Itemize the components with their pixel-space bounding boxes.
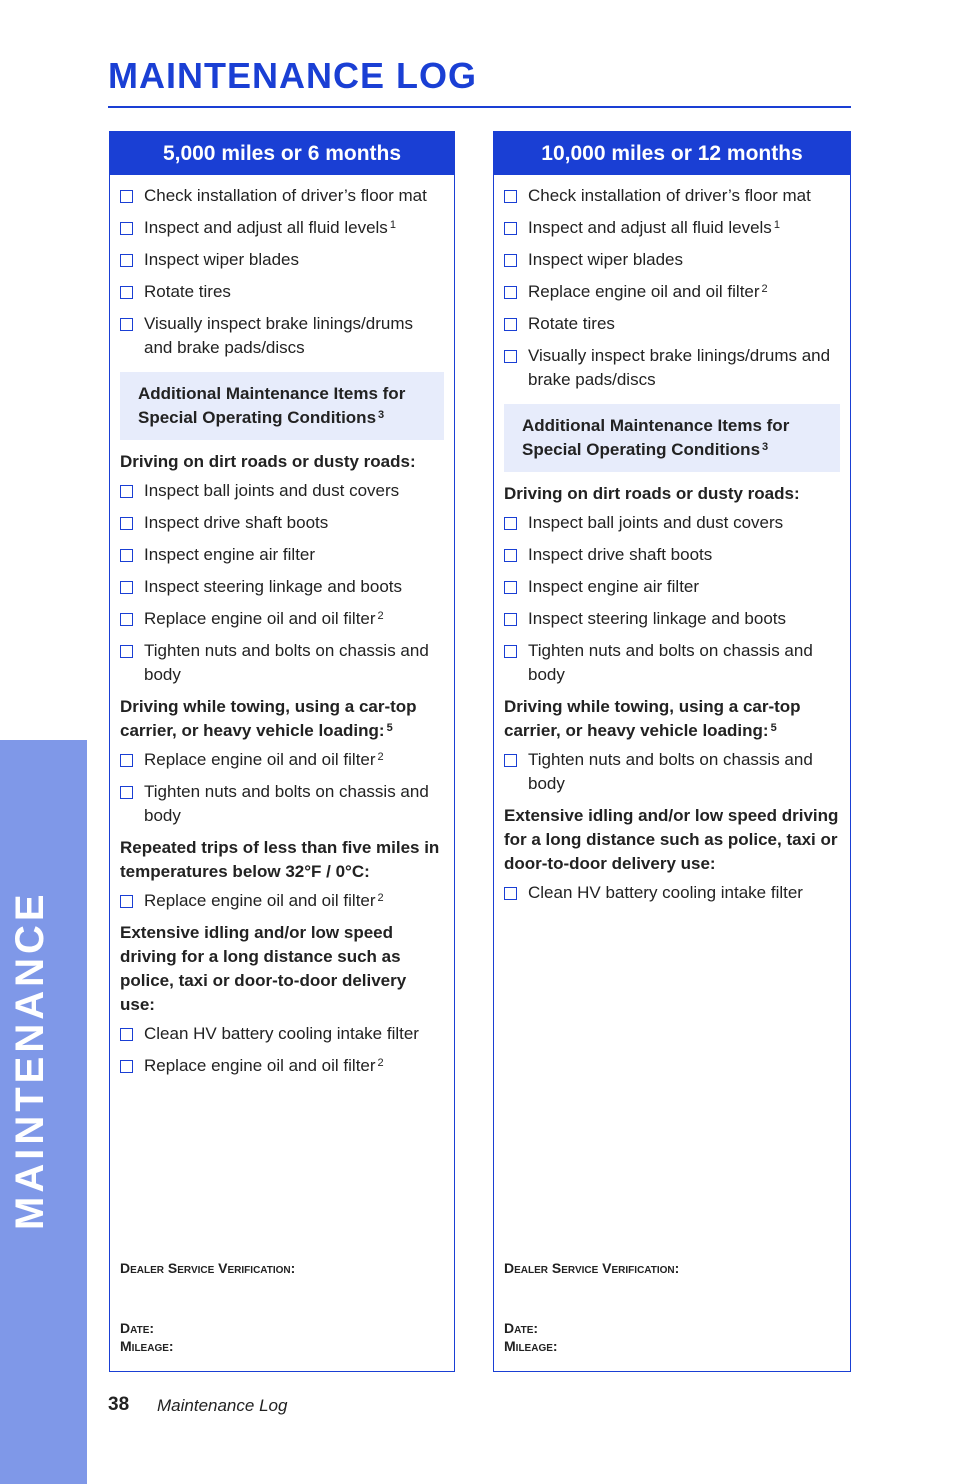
footnote-ref: 2 — [761, 283, 768, 295]
checklist-item-text: Check installation of driver’s floor mat — [144, 186, 427, 205]
checkbox[interactable] — [120, 254, 133, 267]
condition-heading — [504, 804, 840, 876]
date-label: Date: — [120, 1320, 155, 1336]
condition-heading-text: Driving on dirt roads or dusty roads: — [504, 484, 800, 503]
footnote-ref: 2 — [377, 1057, 384, 1069]
checkbox[interactable] — [504, 613, 517, 626]
checklist-item-text: Inspect drive shaft boots — [528, 545, 713, 564]
checklist-item — [120, 607, 444, 631]
checkbox[interactable] — [120, 1060, 133, 1073]
checklist-item — [504, 511, 840, 535]
checklist-item — [120, 1054, 444, 1078]
side-label: MAINTENANCE — [8, 890, 52, 1230]
checklist-item-text: Visually inspect brake linings/drums and brake pads/discs — [528, 346, 831, 389]
dealer-verification — [504, 1259, 679, 1355]
checklist-item-text: Replace engine oil and oil filter — [528, 282, 760, 301]
footnote-ref: 5 — [770, 722, 777, 734]
checkbox[interactable] — [120, 549, 133, 562]
checklist-item-text: Tighten nuts and bolts on chassis and body — [144, 641, 429, 684]
checkbox[interactable] — [120, 485, 133, 498]
checklist-item — [504, 216, 840, 240]
condition-heading — [504, 482, 840, 506]
checkbox[interactable] — [120, 645, 133, 658]
checklist-item-text: Clean HV battery cooling intake filter — [528, 883, 803, 902]
condition-heading-text: Extensive idling and/or low speed driving for a long distance such as police, taxi or door-to-door delivery use: — [504, 806, 839, 873]
checkbox[interactable] — [504, 286, 517, 299]
additional-items-heading — [120, 372, 444, 440]
panel-header: 10,000 miles or 12 months — [494, 132, 850, 175]
checklist-item — [120, 780, 444, 828]
checklist-item — [120, 479, 444, 503]
checkbox[interactable] — [120, 190, 133, 203]
checkbox[interactable] — [120, 1028, 133, 1041]
condition-heading-text: Driving on dirt roads or dusty roads: — [120, 452, 416, 471]
panel-body — [110, 175, 454, 1078]
dealer-service-verification-label: Dealer Service Verification: — [120, 1260, 296, 1276]
condition-heading — [120, 921, 444, 1017]
page-number: 38 — [108, 1394, 130, 1415]
checklist-item-text: Replace engine oil and oil filter — [144, 609, 376, 628]
condition-heading-text: Driving while towing, using a car-top carrier, or heavy vehicle loading: — [504, 697, 801, 740]
footnote-ref: 1 — [389, 219, 396, 231]
footnote-ref: 3 — [762, 441, 769, 453]
checklist-item-text: Inspect and adjust all fluid levels — [528, 218, 772, 237]
checkbox[interactable] — [120, 581, 133, 594]
dealer-service-verification-label: Dealer Service Verification: — [504, 1260, 680, 1276]
checklist-item — [120, 639, 444, 687]
checklist-item-text: Replace engine oil and oil filter — [144, 1056, 376, 1075]
checklist-item — [504, 248, 840, 272]
checklist-item-text: Tighten nuts and bolts on chassis and body — [144, 782, 429, 825]
checklist-item-text: Inspect steering linkage and boots — [144, 577, 403, 596]
checkbox[interactable] — [504, 887, 517, 900]
checklist-item-text: Inspect wiper blades — [528, 250, 683, 269]
checkbox[interactable] — [120, 318, 133, 331]
checklist-item — [504, 639, 840, 687]
checklist-item — [504, 543, 840, 567]
additional-items-text: Additional Maintenance Items for Special Operating Conditions — [522, 416, 790, 459]
footnote-ref: 2 — [377, 610, 384, 622]
condition-heading-text: Driving while towing, using a car-top carrier, or heavy vehicle loading: — [120, 697, 417, 740]
footnote-ref: 2 — [377, 751, 384, 763]
dealer-verification — [120, 1259, 295, 1355]
checkbox[interactable] — [504, 350, 517, 363]
title-divider — [108, 106, 851, 108]
mileage-label: Mileage: — [120, 1338, 174, 1354]
checklist-item-text: Rotate tires — [528, 314, 615, 333]
checklist-item-text: Inspect engine air filter — [144, 545, 316, 564]
checklist-item — [120, 889, 444, 913]
footnote-ref: 2 — [377, 892, 384, 904]
panel-10000-miles — [493, 131, 851, 1372]
checkbox[interactable] — [504, 549, 517, 562]
condition-heading — [120, 836, 444, 884]
date-label: Date: — [504, 1320, 539, 1336]
checklist-item-text: Visually inspect brake linings/drums and brake pads/discs — [144, 314, 413, 357]
checkbox[interactable] — [120, 613, 133, 626]
checklist-item — [504, 607, 840, 631]
checklist-item-text: Inspect drive shaft boots — [144, 513, 329, 532]
checklist-item — [120, 216, 444, 240]
checkbox[interactable] — [504, 754, 517, 767]
additional-items-text: Additional Maintenance Items for Special Operating Conditions — [138, 384, 406, 427]
checkbox[interactable] — [120, 517, 133, 530]
condition-heading-text: Repeated trips of less than five miles in temperatures below 32°F / 0°C: — [120, 838, 440, 881]
checklist-item-text: Inspect ball joints and dust covers — [528, 513, 784, 532]
footnote-ref: 1 — [773, 219, 780, 231]
checklist-item-text: Inspect ball joints and dust covers — [144, 481, 400, 500]
checkbox[interactable] — [504, 645, 517, 658]
condition-heading — [504, 695, 840, 743]
checklist-item — [120, 1022, 444, 1046]
checklist-item — [504, 344, 840, 392]
checkbox[interactable] — [504, 190, 517, 203]
checklist-item-text: Replace engine oil and oil filter — [144, 750, 376, 769]
condition-heading-text: Extensive idling and/or low speed driving for a long distance such as police, taxi or door-to-door delivery use: — [120, 923, 407, 1014]
checklist-item — [120, 312, 444, 360]
checkbox[interactable] — [504, 517, 517, 530]
condition-heading — [120, 695, 444, 743]
checklist-item — [504, 748, 840, 796]
checkbox[interactable] — [120, 786, 133, 799]
checklist-item — [504, 184, 840, 208]
checkbox[interactable] — [504, 254, 517, 267]
checklist-item — [504, 312, 840, 336]
checkbox[interactable] — [120, 895, 133, 908]
checkbox[interactable] — [504, 222, 517, 235]
checklist-item-text: Inspect and adjust all fluid levels — [144, 218, 388, 237]
checklist-item-text: Inspect engine air filter — [528, 577, 700, 596]
checklist-item-text: Inspect steering linkage and boots — [528, 609, 787, 628]
checklist-item — [504, 280, 840, 304]
checkbox[interactable] — [504, 581, 517, 594]
checkbox[interactable] — [120, 222, 133, 235]
panel-body — [494, 175, 850, 905]
checklist-item-text: Check installation of driver’s floor mat — [528, 186, 811, 205]
checklist-item-text: Tighten nuts and bolts on chassis and body — [528, 641, 813, 684]
checklist-item-text: Replace engine oil and oil filter — [144, 891, 376, 910]
footnote-ref: 5 — [386, 722, 393, 734]
panel-header: 5,000 miles or 6 months — [110, 132, 454, 175]
checklist-item — [120, 248, 444, 272]
checklist-item-text: Inspect wiper blades — [144, 250, 299, 269]
checklist-item — [120, 511, 444, 535]
checklist-item — [120, 575, 444, 599]
checklist-item-text: Rotate tires — [144, 282, 231, 301]
checklist-item — [120, 184, 444, 208]
condition-heading — [120, 450, 444, 474]
footnote-ref: 3 — [378, 409, 385, 421]
checklist-item — [504, 575, 840, 599]
checkbox[interactable] — [504, 318, 517, 331]
additional-items-heading — [504, 404, 840, 472]
checklist-item-text: Tighten nuts and bolts on chassis and body — [528, 750, 813, 793]
checkbox[interactable] — [120, 286, 133, 299]
mileage-label: Mileage: — [504, 1338, 558, 1354]
checklist-item — [120, 280, 444, 304]
checklist-item — [504, 881, 840, 905]
checklist-item — [120, 748, 444, 772]
panel-5000-miles — [109, 131, 455, 1372]
checklist-item — [120, 543, 444, 567]
footer-section: Maintenance Log — [157, 1396, 288, 1415]
checklist-item-text: Clean HV battery cooling intake filter — [144, 1024, 419, 1043]
checkbox[interactable] — [120, 754, 133, 767]
page-title: MAINTENANCE LOG — [108, 55, 477, 96]
